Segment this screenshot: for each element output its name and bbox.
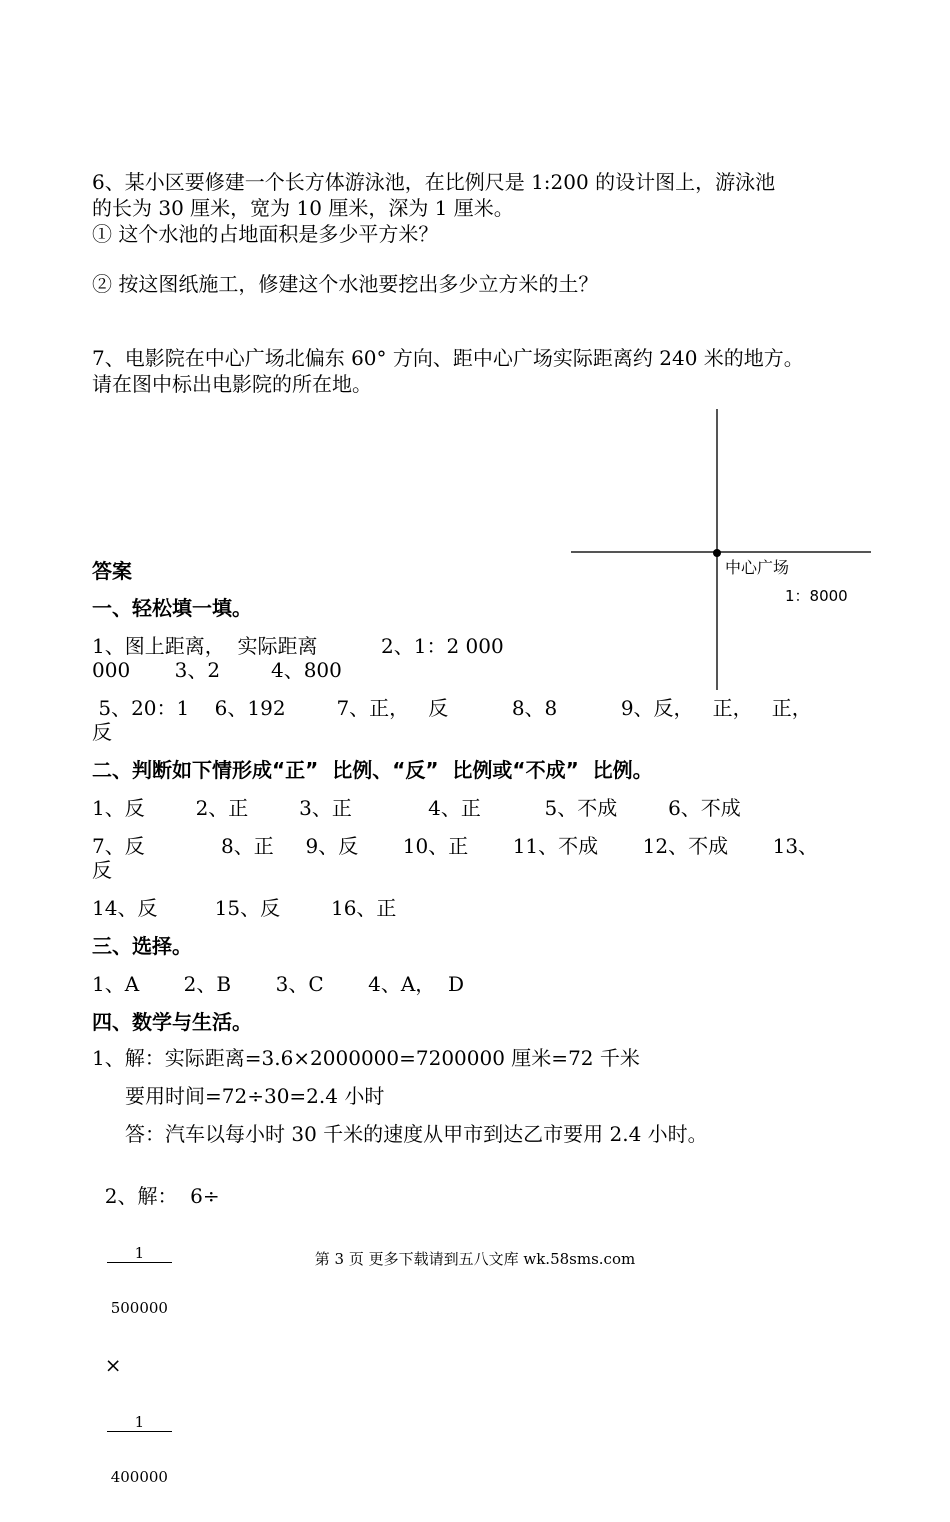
center-label: 中心广场 — [725, 558, 790, 577]
section2-line2: 7、反 8、正 9、反 10、正 11、不成 12、不成 13、 — [92, 834, 819, 858]
section4-title: 四、数学与生活。 — [92, 1010, 252, 1034]
q6-sub2: ② 按这图纸施工，修建这个水池要挖出多少立方米的土？ — [92, 272, 599, 296]
scale-label: 1：8000 — [785, 587, 848, 605]
section1-line3: 5、20：1 6、192 7、正， 反 8、8 9、反， 正， 正， — [92, 696, 812, 720]
section2-line1: 1、反 2、正 3、正 4、正 5、不成 6、不成 — [92, 796, 741, 820]
compass-diagram — [565, 405, 875, 695]
section4-line2: 要用时间=72÷30=2.4 小时 — [125, 1084, 385, 1108]
center-point — [713, 549, 721, 557]
section4-line1: 1、解：实际距离=3.6×2000000=7200000 厘米=72 千米 — [92, 1046, 640, 1070]
section1-title: 一、轻松填一填。 — [92, 596, 252, 620]
q7-line2: 请在图中标出电影院的所在地。 — [92, 372, 372, 396]
section1-line1: 1、图上距离， 实际距离 2、1：2 000 — [92, 634, 504, 658]
times-sign: × — [104, 1353, 122, 1377]
q6-sub1: ① 这个水池的占地面积是多少平方米？ — [92, 222, 439, 246]
q7-line1: 7、电影院在中心广场北偏东 60° 方向、距中心广场实际距离约 240 米的地方。 — [92, 346, 804, 370]
page-footer: 第 3 页 更多下载请到五八文库 wk.58sms.com — [314, 1250, 636, 1268]
fraction-2-denominator: 400000 — [110, 1468, 168, 1486]
fraction-2-numerator: 1 — [107, 1413, 172, 1432]
fraction-2 — [107, 1377, 172, 1522]
fraction-1 — [107, 1208, 172, 1353]
section2-title: 二、判断如下情形成“正” 比例、“反” 比例或“不成” 比例。 — [92, 758, 653, 782]
section3-title: 三、选择。 — [92, 934, 192, 958]
q6-line1: 6、某小区要修建一个长方体游泳池，在比例尺是 1:200 的设计图上，游泳池 — [92, 170, 776, 194]
section4-line4 — [92, 1160, 220, 1522]
section2-line4: 14、反 15、反 16、正 — [92, 896, 397, 920]
section1-line4: 反 — [92, 720, 112, 744]
fraction-1-denominator: 500000 — [110, 1299, 168, 1317]
answer-heading: 答案 — [92, 559, 132, 583]
solution-prefix: 2、解： 6÷ — [104, 1184, 220, 1208]
section1-line2: 000 3、2 4、800 — [92, 658, 342, 682]
section2-line3: 反 — [92, 858, 112, 882]
section3-line1: 1、A 2、B 3、C 4、A， D — [92, 972, 465, 996]
fraction-1-numerator: 1 — [107, 1244, 172, 1263]
section4-line3: 答：汽车以每小时 30 千米的速度从甲市到达乙市要用 2.4 小时。 — [125, 1122, 708, 1146]
q6-line2: 的长为 30 厘米，宽为 10 厘米，深为 1 厘米。 — [92, 196, 514, 220]
